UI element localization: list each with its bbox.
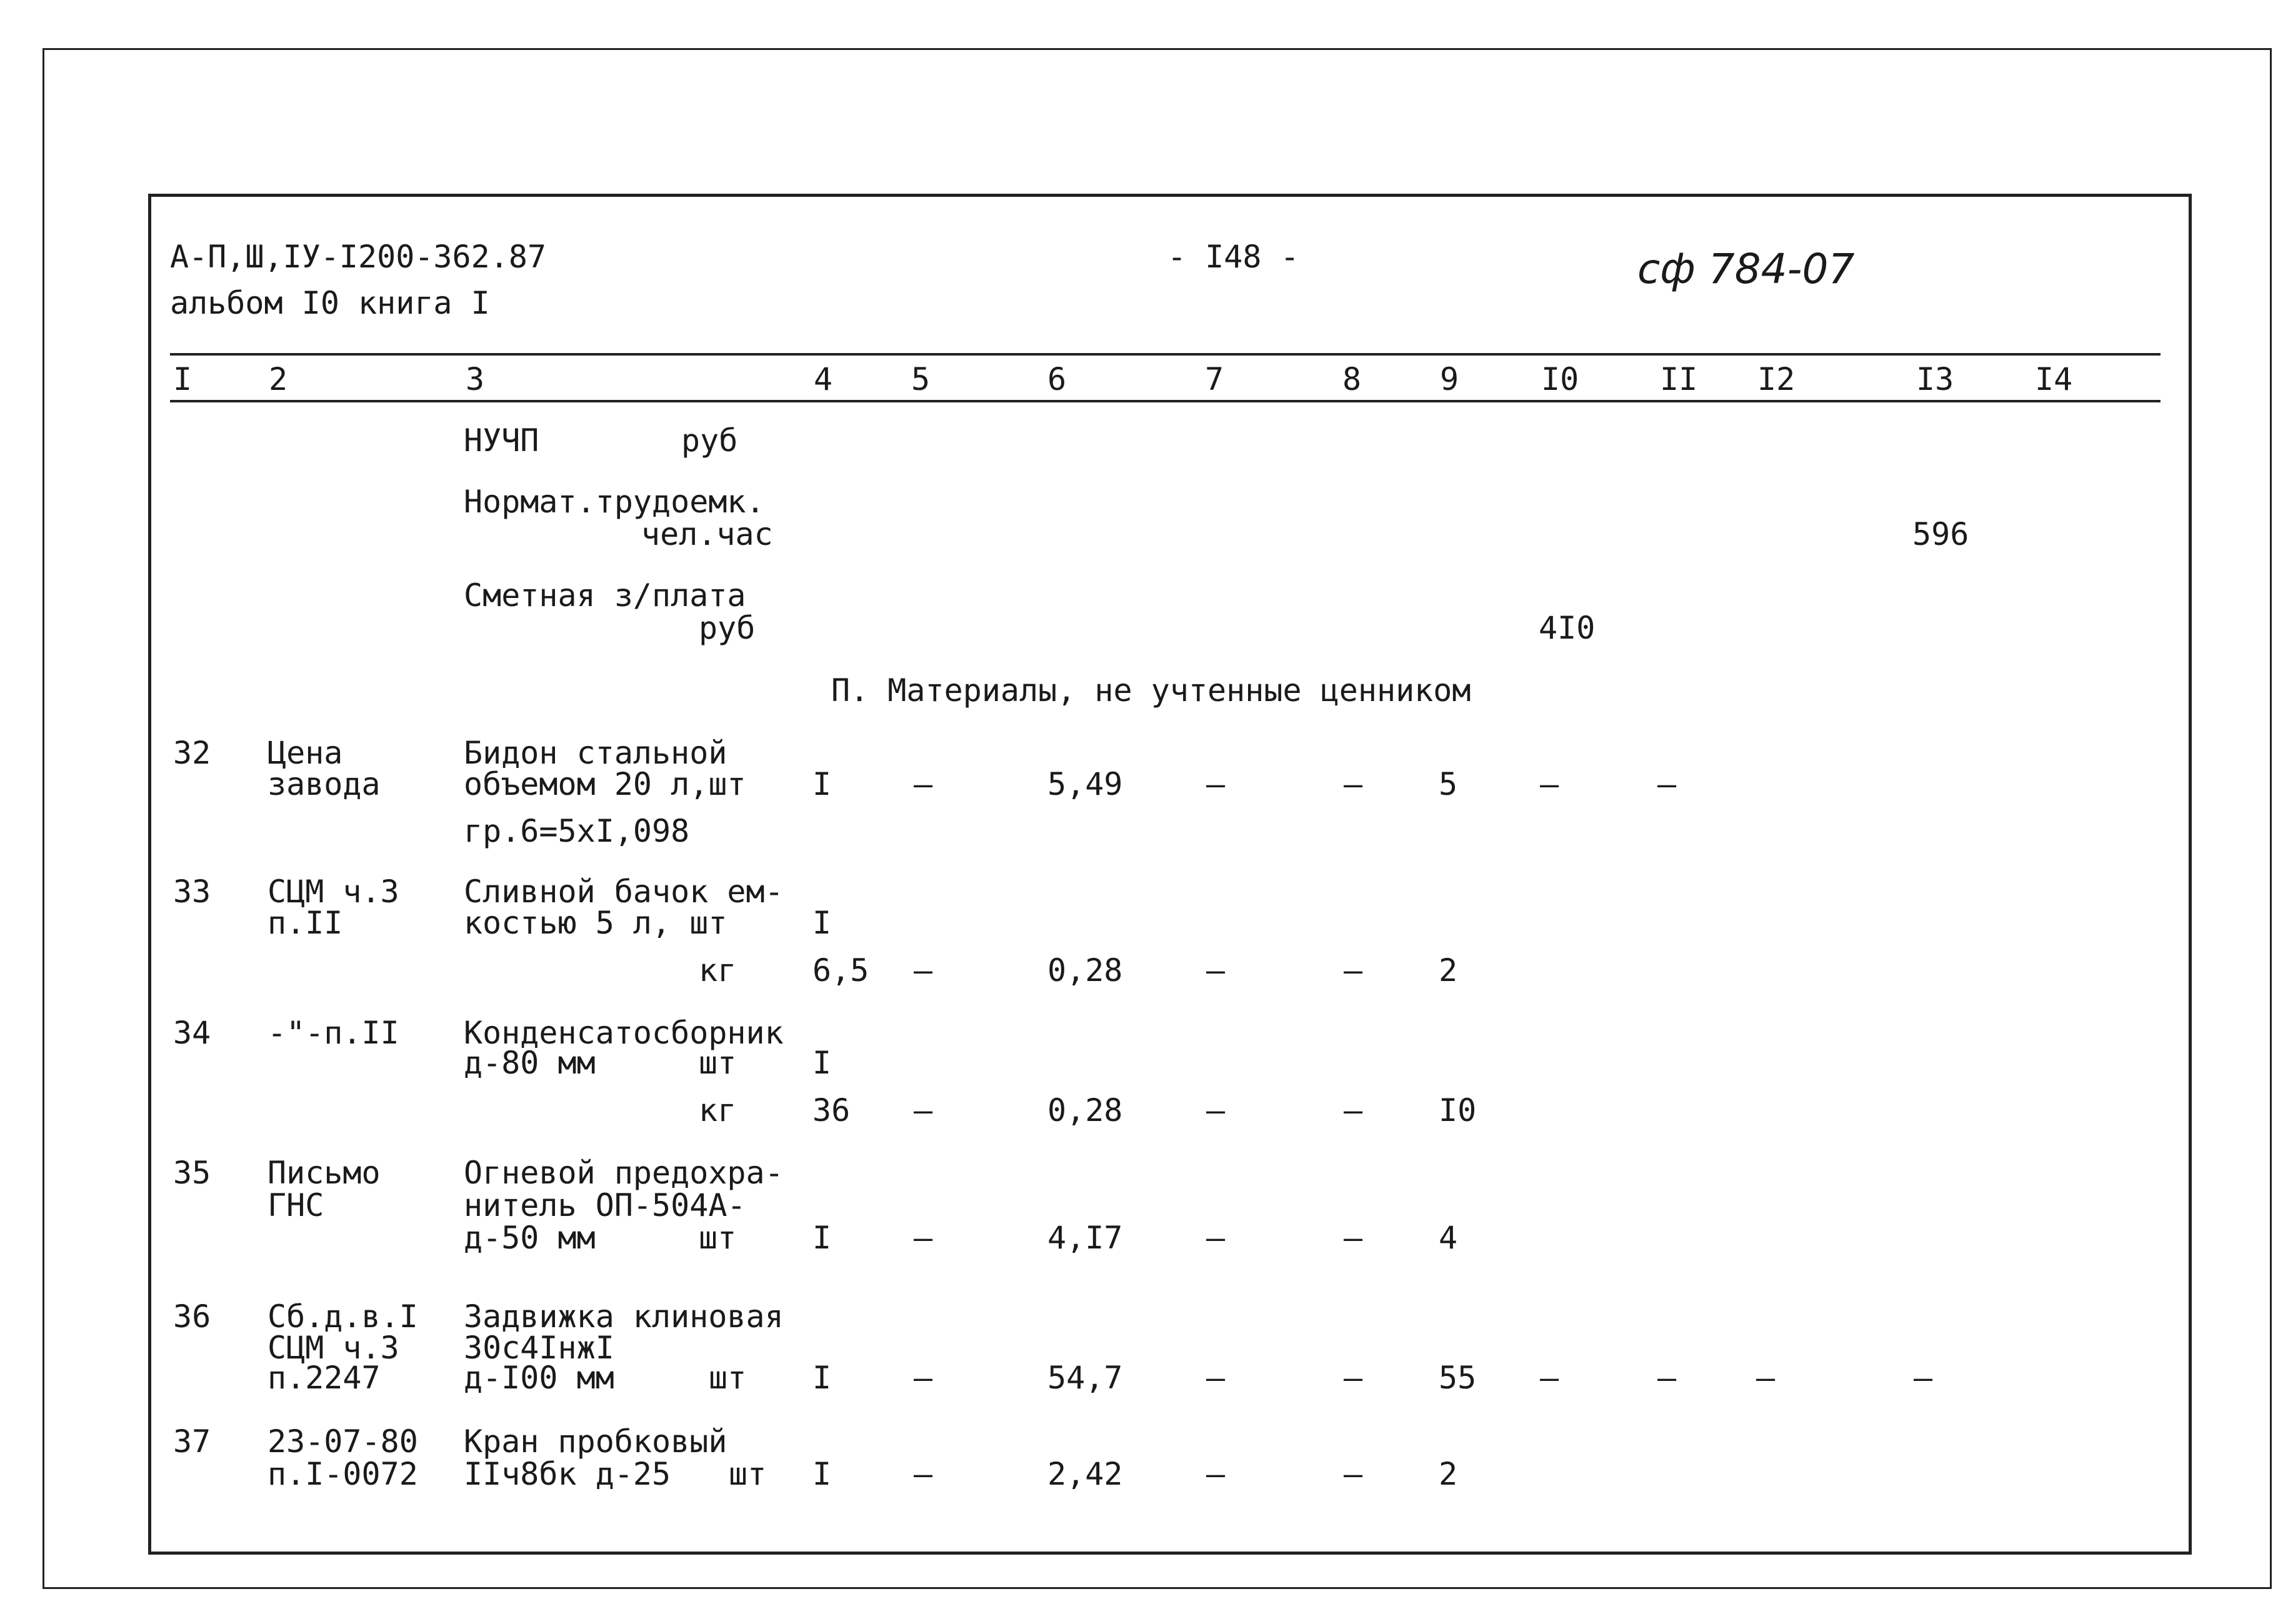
col-header-10: I0 — [1541, 361, 1579, 397]
description-line: объемом 20 л,шт — [464, 766, 746, 802]
cell-col4: I — [812, 1045, 832, 1081]
source-line: п.II — [267, 905, 343, 941]
source-line: 23-07-80 — [267, 1423, 418, 1460]
source-line: СЦМ ч.3 — [267, 1330, 399, 1366]
col-header-12: I2 — [1757, 361, 1796, 397]
description-line: д-I00 мм — [464, 1360, 614, 1396]
cell-col4: 36 — [812, 1092, 851, 1128]
document-code: А-П,Ш,IУ-I200-362.87 — [170, 239, 547, 275]
cell-col7: – — [1206, 1220, 1226, 1256]
cell-col9: 55 — [1439, 1360, 1477, 1396]
cell-col6: 5,49 — [1047, 766, 1123, 802]
source-line: Письмо — [267, 1155, 381, 1191]
col-header-9: 9 — [1440, 361, 1459, 397]
description-line: Конденсатосборник — [464, 1015, 784, 1051]
cell-col8: – — [1344, 1092, 1363, 1128]
sheet-frame — [148, 194, 2192, 1555]
cell-col9: I0 — [1439, 1092, 1477, 1128]
labor-unit: чел.час — [641, 516, 773, 552]
cell-col9: 2 — [1439, 1456, 1458, 1492]
header-rule-top — [170, 353, 2161, 356]
cell-col8: – — [1344, 1360, 1363, 1396]
unit-label: кг — [699, 1092, 737, 1128]
cell-col5: – — [914, 1092, 933, 1128]
cell-col10: – — [1540, 766, 1559, 802]
cell-col9: 5 — [1439, 766, 1458, 802]
cell-col6: 0,28 — [1047, 952, 1123, 989]
nuchp-unit: руб — [681, 422, 738, 459]
description-line: IIч8бк д-25 — [464, 1456, 671, 1492]
labor-value: 596 — [1912, 516, 1969, 552]
unit-label: кг — [699, 952, 737, 989]
wage-value: 4I0 — [1539, 610, 1596, 646]
source-line: ГНС — [267, 1187, 324, 1223]
col-header-2: 2 — [269, 361, 288, 397]
col-header-7: 7 — [1205, 361, 1224, 397]
description-line: Бидон стальной — [464, 735, 727, 771]
source-line: п.I-0072 — [267, 1456, 418, 1492]
cell-col7: – — [1206, 766, 1226, 802]
source-line: завода — [267, 766, 381, 802]
page-number: - I48 - — [1167, 239, 1299, 275]
col-header-14: I4 — [2035, 361, 2073, 397]
description-line: костью 5 л, шт — [464, 905, 727, 941]
col-header-5: 5 — [911, 361, 931, 397]
cell-col5: – — [914, 1220, 933, 1256]
row-number: 37 — [173, 1423, 211, 1460]
cell-col11: – — [1657, 1360, 1677, 1396]
cell-col4: I — [812, 766, 832, 802]
cell-col13: – — [1914, 1360, 1933, 1396]
cell-col4: 6,5 — [812, 952, 869, 989]
unit-label: шт — [729, 1456, 767, 1492]
description-line: Задвижка клиновая — [464, 1298, 784, 1335]
cell-col8: – — [1344, 952, 1363, 989]
cell-col7: – — [1206, 1456, 1226, 1492]
col-header-8: 8 — [1342, 361, 1362, 397]
col-header-3: 3 — [466, 361, 485, 397]
cell-col7: – — [1206, 1092, 1226, 1128]
row-number: 36 — [173, 1298, 211, 1335]
unit-label: шт — [699, 1045, 737, 1081]
cell-col9: 4 — [1439, 1220, 1458, 1256]
cell-col8: – — [1344, 766, 1363, 802]
album-label: альбом I0 книга I — [170, 285, 490, 321]
cell-col6: 2,42 — [1047, 1456, 1123, 1492]
labor-label: Нормат.трудоемк. — [464, 484, 765, 520]
source-line: СЦМ ч.3 — [267, 874, 399, 910]
col-header-6: 6 — [1047, 361, 1067, 397]
cell-col12: – — [1756, 1360, 1776, 1396]
cell-col6: 4,I7 — [1047, 1220, 1123, 1256]
row-number: 33 — [173, 874, 211, 910]
cell-col5: – — [914, 766, 933, 802]
col-header-4: 4 — [814, 361, 833, 397]
cell-col4: I — [812, 1456, 832, 1492]
cell-col4: I — [812, 905, 832, 941]
description-line: Кран пробковый — [464, 1423, 727, 1460]
cell-col5: – — [914, 952, 933, 989]
cell-col8: – — [1344, 1456, 1363, 1492]
source-line: п.2247 — [267, 1360, 381, 1396]
col-header-13: I3 — [1916, 361, 1954, 397]
cell-col9: 2 — [1439, 952, 1458, 989]
cell-col7: – — [1206, 1360, 1226, 1396]
description-line: Огневой предохра- — [464, 1155, 784, 1191]
cell-col10: – — [1540, 1360, 1559, 1396]
description-line: гр.6=5хI,098 — [464, 813, 690, 849]
cell-col7: – — [1206, 952, 1226, 989]
row-number: 32 — [173, 735, 211, 771]
source-line: Цена — [267, 735, 343, 771]
handwritten-stamp: сф 784-07 — [1637, 245, 1855, 293]
description-line: 30с4IнжI — [464, 1330, 614, 1366]
row-number: 34 — [173, 1015, 211, 1051]
description-line: д-80 мм — [464, 1045, 596, 1081]
cell-col11: – — [1657, 766, 1677, 802]
source-line: Сб.д.в.I — [267, 1298, 418, 1335]
cell-col4: I — [812, 1360, 832, 1396]
section-title: П. Материалы, не учтенные ценником — [831, 672, 1471, 709]
wage-unit: руб — [699, 610, 756, 646]
cell-col8: – — [1344, 1220, 1363, 1256]
nuchp-label: НУЧП — [464, 422, 539, 459]
header-rule-bottom — [170, 400, 2161, 402]
cell-col5: – — [914, 1456, 933, 1492]
unit-label: шт — [709, 1360, 747, 1396]
col-header-11: II — [1660, 361, 1698, 397]
cell-col5: – — [914, 1360, 933, 1396]
cell-col6: 54,7 — [1047, 1360, 1123, 1396]
description-line: Сливной бачок ем- — [464, 874, 784, 910]
description-line: нитель ОП-504А- — [464, 1187, 746, 1223]
unit-label: шт — [699, 1220, 737, 1256]
cell-col4: I — [812, 1220, 832, 1256]
col-header-1: I — [173, 361, 192, 397]
row-number: 35 — [173, 1155, 211, 1191]
cell-col6: 0,28 — [1047, 1092, 1123, 1128]
description-line: д-50 мм — [464, 1220, 596, 1256]
wage-label: Сметная з/плата — [464, 577, 746, 614]
source-line: -"-п.II — [267, 1015, 399, 1051]
